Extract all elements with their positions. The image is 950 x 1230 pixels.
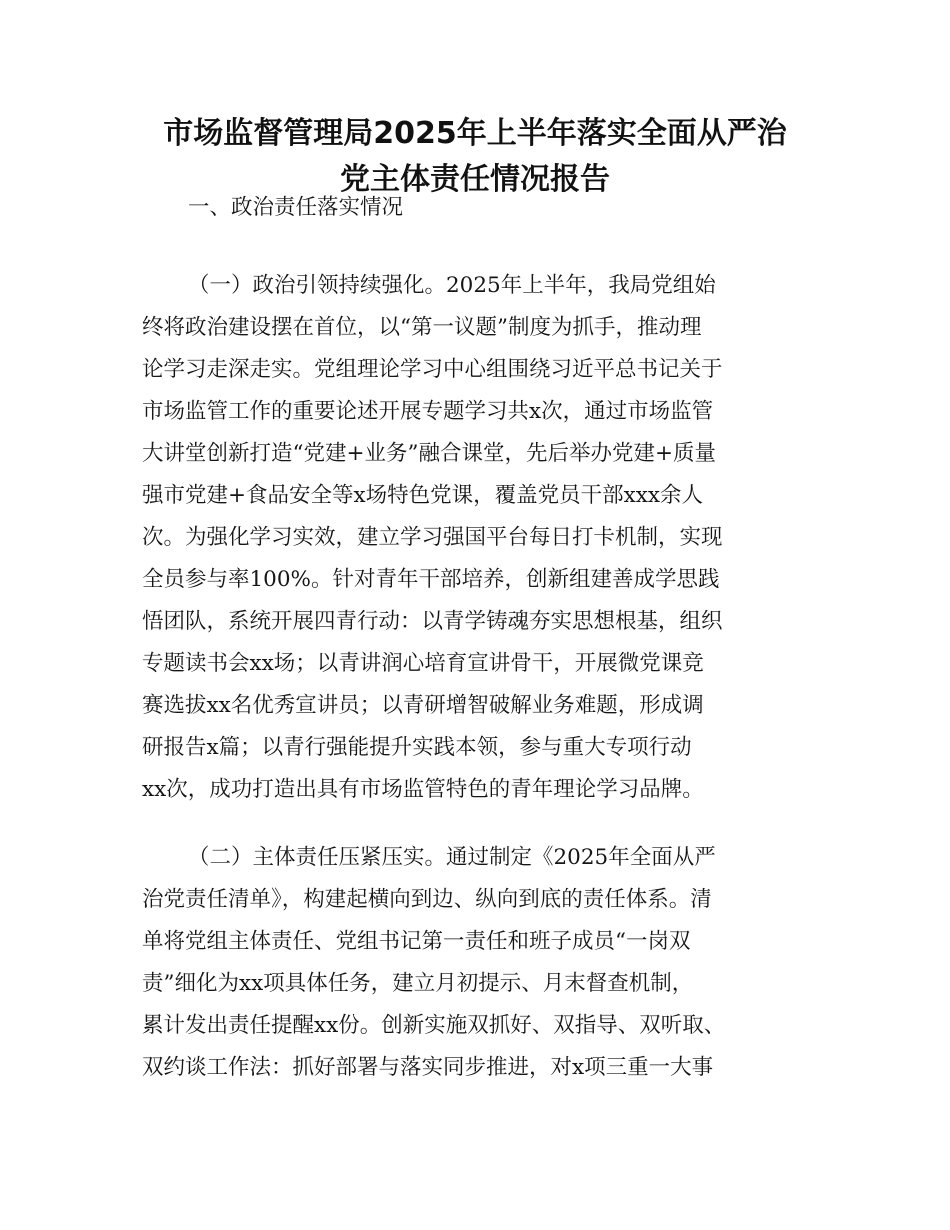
paragraph-1-line: 全员参与率100%。针对青年干部培养，创新组建善成学思践 <box>142 567 720 592</box>
document-title-line-2: 党主体责任情况报告 <box>340 162 610 197</box>
paragraph-2-line: 单将党组主体责任、党组书记第一责任和班子成员“一岗双 <box>142 929 691 954</box>
paragraph-1-line: 专题读书会xx场；以青讲润心培育宣讲骨干，开展微党课竞 <box>142 651 704 676</box>
paragraph-2-line: 双约谈工作法：抓好部署与落实同步推进，对x项三重一大事 <box>142 1055 714 1080</box>
document-title-line-1: 市场监督管理局2025年上半年落实全面从严治 <box>163 116 787 151</box>
paragraph-1-line: 赛选拔xx名优秀宣讲员；以青研增智破解业务难题，形成调 <box>142 693 704 718</box>
paragraph-1-line: 论学习走深走实。党组理论学习中心组围绕习近平总书记关于 <box>142 357 723 382</box>
paragraph-1-line: 市场监管工作的重要论述开展专题学习共x次，通过市场监管 <box>142 399 714 424</box>
paragraph-2-line: 责”细化为xx项具体任务，建立月初提示、月末督查机制， <box>142 971 694 996</box>
paragraph-1-line: xx次，成功打造出具有市场监管特色的青年理论学习品牌。 <box>142 777 704 802</box>
paragraph-1-line: 终将政治建设摆在首位，以“第一议题”制度为抓手，推动理 <box>142 315 702 340</box>
paragraph-1-line: 次。为强化学习实效，建立学习强国平台每日打卡机制，实现 <box>142 525 723 550</box>
paragraph-2-line: 治党责任清单》，构建起横向到边、纵向到底的责任体系。清 <box>142 887 712 912</box>
paragraph-2-line: （二）主体责任压紧压实。通过制定《2025年全面从严 <box>188 845 716 870</box>
paragraph-2-line: 累计发出责任提醒xx份。创新实施双抓好、双指导、双听取、 <box>142 1013 726 1038</box>
paragraph-1-line: 悟团队，系统开展四青行动：以青学铸魂夯实思想根基，组织 <box>142 609 723 634</box>
paragraph-1-line: 大讲堂创新打造“党建+业务”融合课堂，先后举办党建+质量 <box>142 441 717 466</box>
paragraph-1-line: 强市党建+食品安全等x场特色党课，覆盖党员干部xxx余人 <box>142 483 704 508</box>
section-heading: 一、政治责任落实情况 <box>188 195 404 220</box>
paragraph-1-line: （一）政治引领持续强化。2025年上半年，我局党组始 <box>188 273 716 298</box>
paragraph-1-line: 研报告x篇；以青行强能提升实践本领，参与重大专项行动 <box>142 735 692 760</box>
